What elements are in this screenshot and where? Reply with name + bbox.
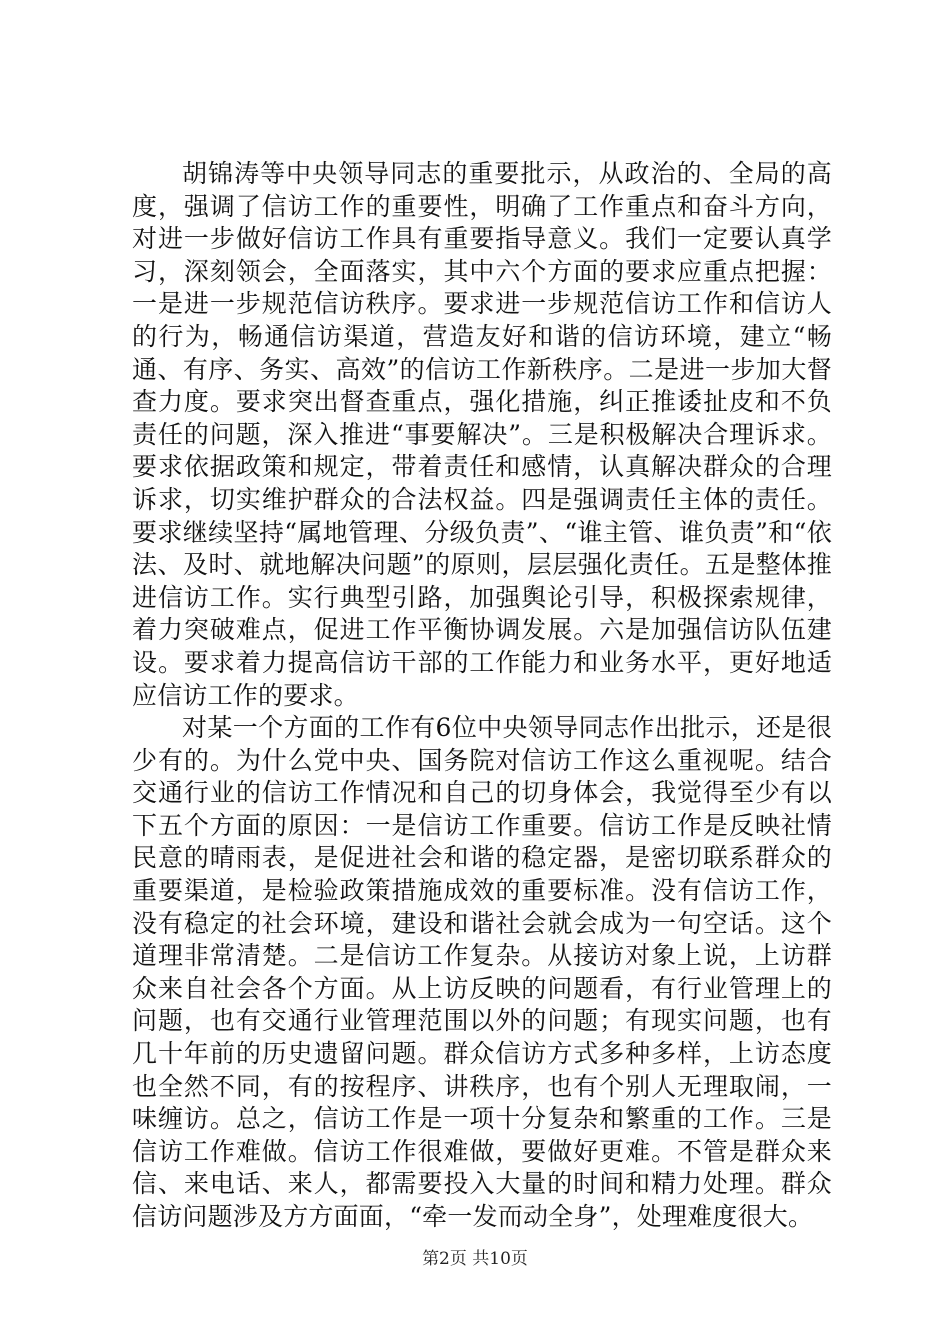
- document-body: [132, 158, 832, 1234]
- page-number: 第2页: [422, 1249, 467, 1269]
- page-total: 共10页: [472, 1249, 528, 1269]
- paragraph-2: 对某一个方面的工作有6位中央领导同志作出批示，还是很少有的。为什么党中央、国务院对信访工作这么重视呢。结合交通行业的信访工作情况和自己的切身体会，我觉得至少有以下五个方面的原因：一是信访工作重要。信访工作是反映社情民意的晴雨表，是促进社会和谐的稳定器，是密切联系群众的重要渠道，是检验政策措施成效的重要标准。没有信访工作，没有稳定的社会环境，建设和谐社会就会成为一句空话。这个道理非常清楚。二是信访工作复杂。从接访对象上说，上访群众来自社会各个方面。从上访反映的问题看，有行业管理上的问题，也有交通行业管理范围以外的问题；有现实问题，也有几十年前的历史遗留问题。群众信访方式多种多样，上访态度也全然不同，有的按程序、讲秩序，也有个别人无理取闹，一味缠访。总之，信访工作是一项十分复杂和繁重的工作。三是信访工作难做。信访工作很难做，要做好更难。不管是群众来信、来电话、来人，都需要投入大量的时间和精力处理。群众信访问题涉及方方面面，“牵一发而动全身”，处理难度很大。: [132, 713, 832, 1231]
- page-footer: [0, 1244, 950, 1269]
- paragraph-1: 胡锦涛等中央领导同志的重要批示，从政治的、全局的高度，强调了信访工作的重要性，明确了工作重点和奋斗方向，对进一步做好信访工作具有重要指导意义。我们一定要认真学习，深刻领会，全面落实，其中六个方面的要求应重点把握：一是进一步规范信访秩序。要求进一步规范信访工作和信访人的行为，畅通信访渠道，营造友好和谐的信访环境，建立“畅通、有序、务实、高效”的信访工作新秩序。二是进一步加大督查力度。要求突出督查重点，强化措施，纠正推诿扯皮和不负责任的问题，深入推进“事要解决”。三是积极解决合理诉求。要求依据政策和规定，带着责任和感情，认真解决群众的合理诉求，切实维护群众的合法权益。四是强调责任主体的责任。要求继续坚持“属地管理、分级负责”、“谁主管、谁负责”和“依法、及时、就地解决问题”的原则，层层强化责任。五是整体推进信访工作。实行典型引路，加强舆论引导，积极探索规律，着力突破难点，促进工作平衡协调发展。六是加强信访队伍建设。要求着力提高信访干部的工作能力和业务水平，更好地适应信访工作的要求。: [132, 159, 832, 710]
